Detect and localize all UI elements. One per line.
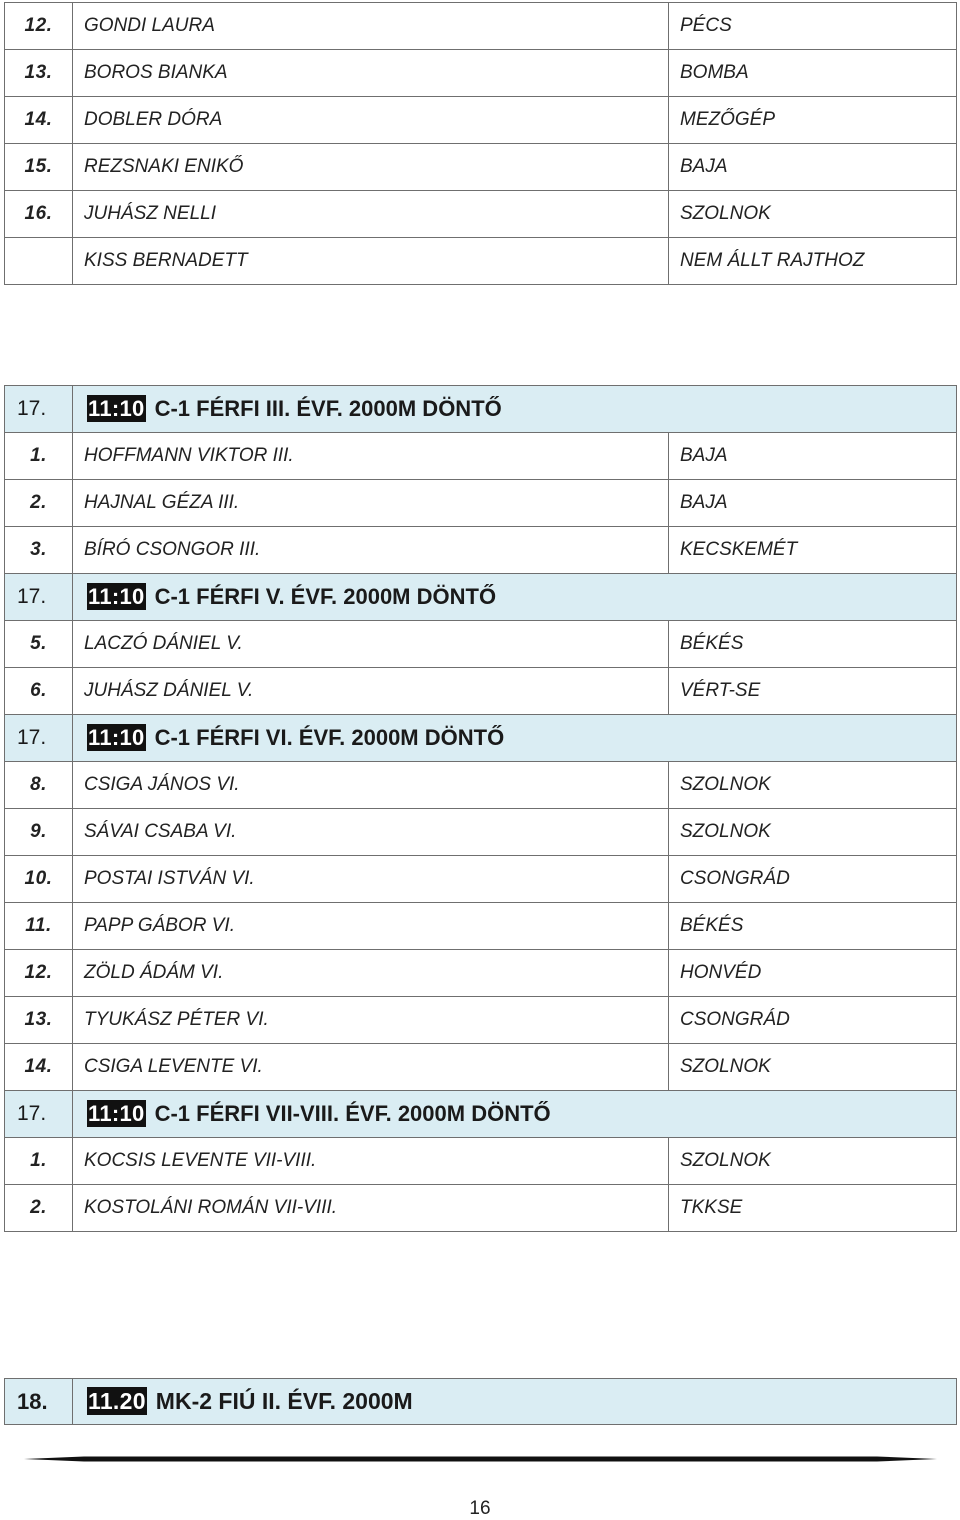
race-header xyxy=(5,1091,957,1138)
race-title-cell xyxy=(73,386,957,433)
place-number: 2. xyxy=(5,480,73,527)
table-row xyxy=(5,480,957,527)
race-number: 17. xyxy=(5,1091,73,1138)
club-name: TKKSE xyxy=(669,1185,957,1232)
place-number: 9. xyxy=(5,809,73,856)
table-row xyxy=(5,97,957,144)
athlete-name: REZSNAKI ENIKŐ xyxy=(73,144,669,191)
athlete-name: GONDI LAURA xyxy=(73,3,669,50)
footer-divider xyxy=(24,1456,937,1462)
club-name: VÉRT-SE xyxy=(669,668,957,715)
place-number: 12. xyxy=(5,950,73,997)
table-row xyxy=(5,903,957,950)
race-time: 11.20 xyxy=(88,1388,146,1414)
race-title-cell xyxy=(73,1091,957,1138)
athlete-name: TYUKÁSZ PÉTER VI. xyxy=(73,997,669,1044)
results-table-race-18 xyxy=(4,1378,957,1425)
place-number: 5. xyxy=(5,621,73,668)
place-number: 15. xyxy=(5,144,73,191)
place-number: 13. xyxy=(5,997,73,1044)
table-row xyxy=(5,950,957,997)
table-row xyxy=(5,50,957,97)
athlete-name: PAPP GÁBOR VI. xyxy=(73,903,669,950)
athlete-name: HOFFMANN VIKTOR III. xyxy=(73,433,669,480)
athlete-name: BOROS BIANKA xyxy=(73,50,669,97)
race-title-cell xyxy=(73,1379,957,1425)
race-title: MK-2 FIÚ II. ÉVF. 2000M xyxy=(155,1388,413,1414)
athlete-name: POSTAI ISTVÁN VI. xyxy=(73,856,669,903)
table-row xyxy=(5,1138,957,1185)
athlete-name: CSIGA JÁNOS VI. xyxy=(73,762,669,809)
club-name: HONVÉD xyxy=(669,950,957,997)
club-name: PÉCS xyxy=(669,3,957,50)
place-number: 2. xyxy=(5,1185,73,1232)
race-title: C-1 FÉRFI III. ÉVF. 2000M DÖNTŐ xyxy=(154,396,502,421)
place-number: 1. xyxy=(5,433,73,480)
athlete-name: JUHÁSZ DÁNIEL V. xyxy=(73,668,669,715)
table-row xyxy=(5,668,957,715)
place-number: 14. xyxy=(5,1044,73,1091)
place-number: 11. xyxy=(5,903,73,950)
table-row xyxy=(5,856,957,903)
place-number: 13. xyxy=(5,50,73,97)
club-name: SZOLNOK xyxy=(669,1138,957,1185)
race-header xyxy=(5,715,957,762)
race-number: 17. xyxy=(5,715,73,762)
race-title-cell xyxy=(73,715,957,762)
race-header xyxy=(5,574,957,621)
table-row xyxy=(5,809,957,856)
club-name: MEZŐGÉP xyxy=(669,97,957,144)
race-time: 11:10 xyxy=(88,725,145,750)
place-number: 14. xyxy=(5,97,73,144)
athlete-name: KOCSIS LEVENTE VII-VIII. xyxy=(73,1138,669,1185)
club-name: CSONGRÁD xyxy=(669,856,957,903)
table-row xyxy=(5,1185,957,1232)
results-table-race-17 xyxy=(4,385,957,1232)
table-row xyxy=(5,191,957,238)
club-name: SZOLNOK xyxy=(669,809,957,856)
table-row xyxy=(5,527,957,574)
table-row xyxy=(5,762,957,809)
race-title: C-1 FÉRFI VI. ÉVF. 2000M DÖNTŐ xyxy=(154,725,505,750)
club-name: SZOLNOK xyxy=(669,762,957,809)
race-number: 17. xyxy=(5,386,73,433)
athlete-name: BÍRÓ CSONGOR III. xyxy=(73,527,669,574)
club-name: KECSKEMÉT xyxy=(669,527,957,574)
table-row xyxy=(5,238,957,285)
athlete-name: ZÖLD ÁDÁM VI. xyxy=(73,950,669,997)
athlete-name: DOBLER DÓRA xyxy=(73,97,669,144)
club-name: SZOLNOK xyxy=(669,1044,957,1091)
table-row xyxy=(5,1044,957,1091)
place-number: 10. xyxy=(5,856,73,903)
place-number: 8. xyxy=(5,762,73,809)
table-row xyxy=(5,621,957,668)
athlete-name: JUHÁSZ NELLI xyxy=(73,191,669,238)
table-row xyxy=(5,144,957,191)
race-title: C-1 FÉRFI VII-VIII. ÉVF. 2000M DÖNTŐ xyxy=(154,1101,551,1126)
club-name: NEM ÁLLT RAJTHOZ xyxy=(669,238,957,285)
results-table-top xyxy=(4,2,957,285)
athlete-name: HAJNAL GÉZA III. xyxy=(73,480,669,527)
race-header xyxy=(5,386,957,433)
place-number: 1. xyxy=(5,1138,73,1185)
club-name: BAJA xyxy=(669,480,957,527)
place-number: 6. xyxy=(5,668,73,715)
table-row xyxy=(5,997,957,1044)
table-row xyxy=(5,433,957,480)
race-title: C-1 FÉRFI V. ÉVF. 2000M DÖNTŐ xyxy=(154,584,497,609)
place-number: 16. xyxy=(5,191,73,238)
place-number xyxy=(5,238,73,285)
club-name: BAJA xyxy=(669,144,957,191)
athlete-name: CSIGA LEVENTE VI. xyxy=(73,1044,669,1091)
athlete-name: SÁVAI CSABA VI. xyxy=(73,809,669,856)
table-row xyxy=(5,3,957,50)
race-time: 11:10 xyxy=(88,584,145,609)
race-number: 17. xyxy=(5,574,73,621)
athlete-name: LACZÓ DÁNIEL V. xyxy=(73,621,669,668)
club-name: BAJA xyxy=(669,433,957,480)
club-name: SZOLNOK xyxy=(669,191,957,238)
club-name: CSONGRÁD xyxy=(669,997,957,1044)
race-time: 11:10 xyxy=(88,396,145,421)
race-title-cell xyxy=(73,574,957,621)
page-number: 16 xyxy=(469,1498,491,1519)
race-header xyxy=(5,1379,957,1425)
athlete-name: KISS BERNADETT xyxy=(73,238,669,285)
race-number: 18. xyxy=(5,1379,73,1425)
club-name: BÉKÉS xyxy=(669,903,957,950)
place-number: 3. xyxy=(5,527,73,574)
race-time: 11:10 xyxy=(88,1101,145,1126)
athlete-name: KOSTOLÁNI ROMÁN VII-VIII. xyxy=(73,1185,669,1232)
club-name: BÉKÉS xyxy=(669,621,957,668)
place-number: 12. xyxy=(5,3,73,50)
club-name: BOMBA xyxy=(669,50,957,97)
